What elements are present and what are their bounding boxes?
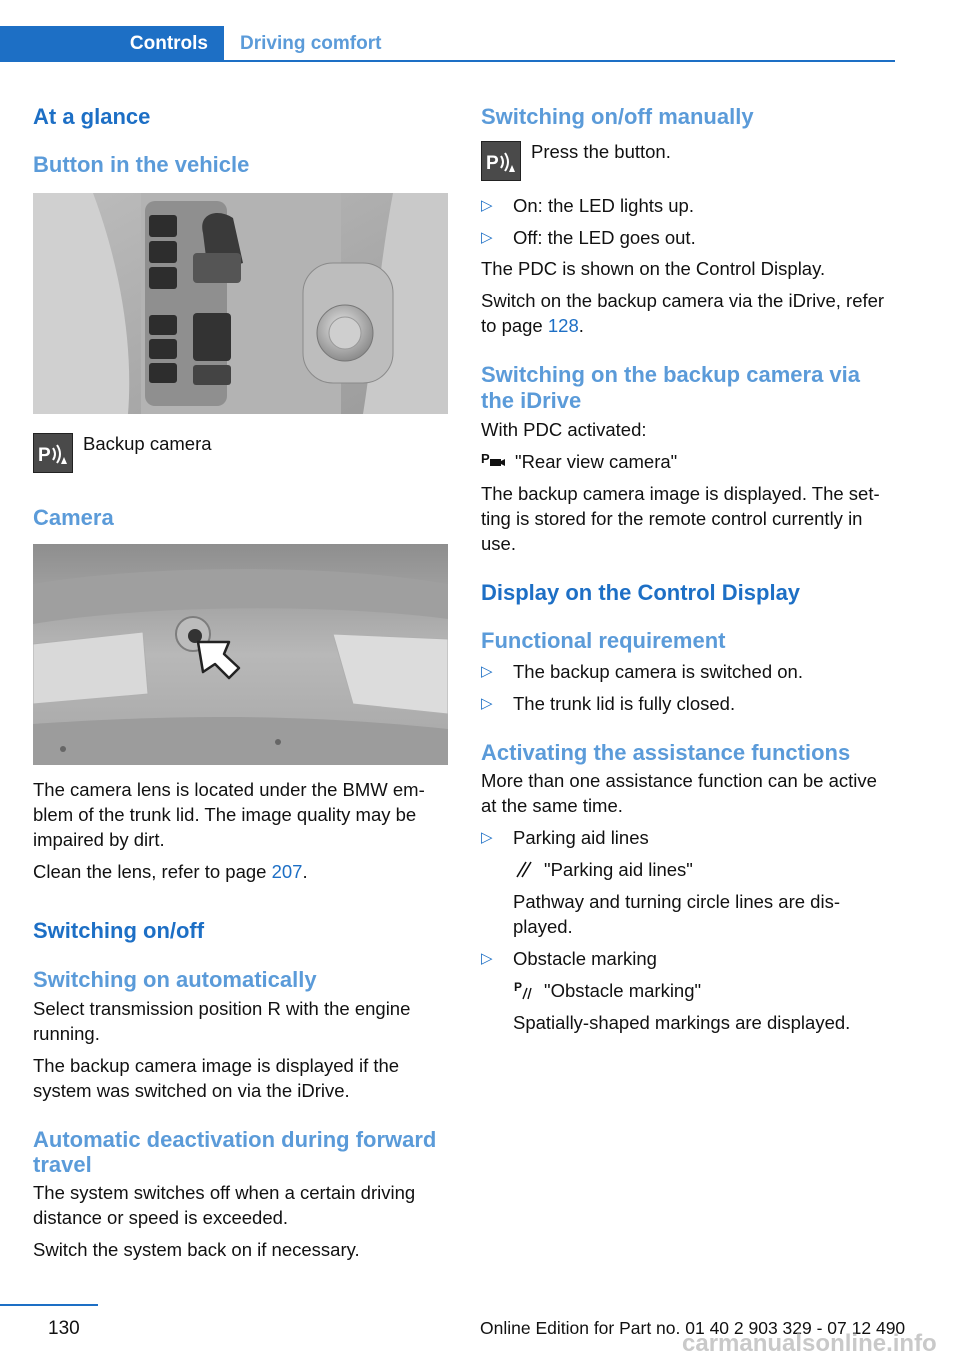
heading-activating-assistance: Activating the assistance functions — [481, 739, 851, 765]
bullet-triangle-icon: ▷ — [481, 229, 493, 247]
heading-functional-requirement: Functional requirement — [481, 628, 726, 654]
heading-switching-on-automatically: Switching on automatically — [33, 967, 317, 993]
clean-lens-text: Clean the lens, refer to page 207. — [33, 860, 308, 882]
pdc-button-icon — [481, 141, 521, 181]
footer-divider — [0, 1304, 98, 1306]
backup-camera-label: Backup camera — [83, 432, 212, 454]
console-photo — [33, 193, 448, 414]
press-button-text: Press the button. — [531, 141, 671, 163]
svg-text:P: P — [481, 451, 490, 467]
bullet-triangle-icon: ▷ — [481, 828, 493, 846]
page-link-207[interactable]: 207 — [271, 860, 303, 882]
left-column — [33, 100, 448, 1262]
bullet-triangle-icon: ▷ — [481, 662, 493, 680]
led-bullet-list — [481, 193, 897, 250]
obstacle-marking-desc: Spatially-shaped markings are displayed. — [513, 1011, 851, 1033]
page-link-128[interactable]: 128 — [547, 315, 579, 337]
watermark: carmanualsonline.info — [682, 1330, 937, 1357]
assistance-bullet-list — [481, 825, 897, 1035]
heading-automatic-deactivation: Automatic deactivation during forward travel — [33, 1126, 437, 1177]
trunk-camera-photo — [33, 544, 448, 765]
requirement-bullet-list — [481, 659, 897, 716]
tab-controls[interactable]: Controls — [0, 26, 224, 62]
assist-text: More than one assistance function can be active at the same time. — [481, 769, 877, 816]
heading-switching-manually: Switching on/off manually — [481, 104, 754, 129]
list-item: ▷ On: the LED lights up. — [481, 195, 694, 217]
heading-button-in-vehicle: Button in the vehicle — [33, 152, 250, 178]
idrive-text: Switch on the backup camera via the iDrive, refer to page 128. — [481, 290, 885, 337]
pdc-shown-text: The PDC is shown on the Control Display. — [481, 258, 826, 280]
auto-on-text-1: Select transmission position R with the engine running. — [33, 997, 411, 1044]
heading-at-a-glance: At a glance — [33, 104, 151, 129]
svg-text:P: P — [514, 980, 523, 995]
auto-off-text-2: Switch the system back on if necessary. — [33, 1239, 360, 1261]
backup-camera-button-row — [33, 433, 448, 473]
lens-location-text: The camera lens is located under the BMW em-blem of the trunk lid. The image quality may be impaired by dirt. — [33, 778, 425, 850]
with-pdc-text: With PDC activated: — [481, 418, 647, 440]
svg-text:P: P — [486, 153, 499, 175]
right-column — [481, 100, 897, 1035]
bullet-triangle-icon: ▷ — [481, 694, 493, 712]
rear-view-camera-icon — [481, 450, 505, 472]
heading-switching-on-off: Switching on/off — [33, 917, 205, 943]
auto-off-text-1: The system switches off when a certain driving distance or speed is exceeded. — [33, 1182, 416, 1229]
menu-obstacle-marking[interactable]: P "Obstacle marking" — [514, 979, 702, 1001]
obstacle-marking-icon — [514, 979, 534, 1001]
auto-on-text-2: The backup camera image is displayed if the system was switched on via the iDrive. — [33, 1054, 400, 1101]
stored-setting-text: The backup camera image is displayed. The set-ting is stored for the remote control currently in use. — [481, 482, 880, 554]
page-number: 130 — [48, 1318, 80, 1339]
svg-text:P: P — [38, 444, 51, 466]
bullet-triangle-icon: ▷ — [481, 197, 493, 215]
heading-camera: Camera — [33, 504, 114, 530]
list-item: ▷ The trunk lid is fully closed. — [481, 692, 736, 714]
list-item: ▷ Parking aid lines "Parking aid lines" Pathway and turning circle lines are dis-played. — [481, 825, 897, 939]
parking-aid-desc: Pathway and turning circle lines are dis-played. — [513, 890, 840, 937]
header-divider — [0, 60, 895, 62]
edition-text: Online Edition for Part no. 01 40 2 903 329 - 07 12 490 — [480, 1318, 906, 1338]
heading-display-control-display: Display on the Control Display — [481, 579, 801, 605]
list-item: ▷ Off: the LED goes out. — [481, 227, 696, 249]
pdc-button-icon — [33, 433, 73, 473]
parking-aid-lines-icon — [514, 859, 534, 879]
menu-rear-view-camera[interactable]: P "Rear view camera" — [481, 450, 678, 472]
list-item: ▷ Obstacle marking P "Obstacle marking" Spatially-shaped markings are displayed. — [481, 946, 897, 1035]
heading-via-idrive: Switching on the backup camera via the iDrive — [481, 362, 860, 413]
bullet-triangle-icon: ▷ — [481, 949, 493, 967]
press-button-row — [481, 141, 897, 181]
menu-parking-aid-lines[interactable]: "Parking aid lines" — [513, 857, 897, 882]
tab-driving-comfort[interactable]: Driving comfort — [240, 33, 382, 54]
list-item: ▷ The backup camera is switched on. — [481, 660, 803, 682]
